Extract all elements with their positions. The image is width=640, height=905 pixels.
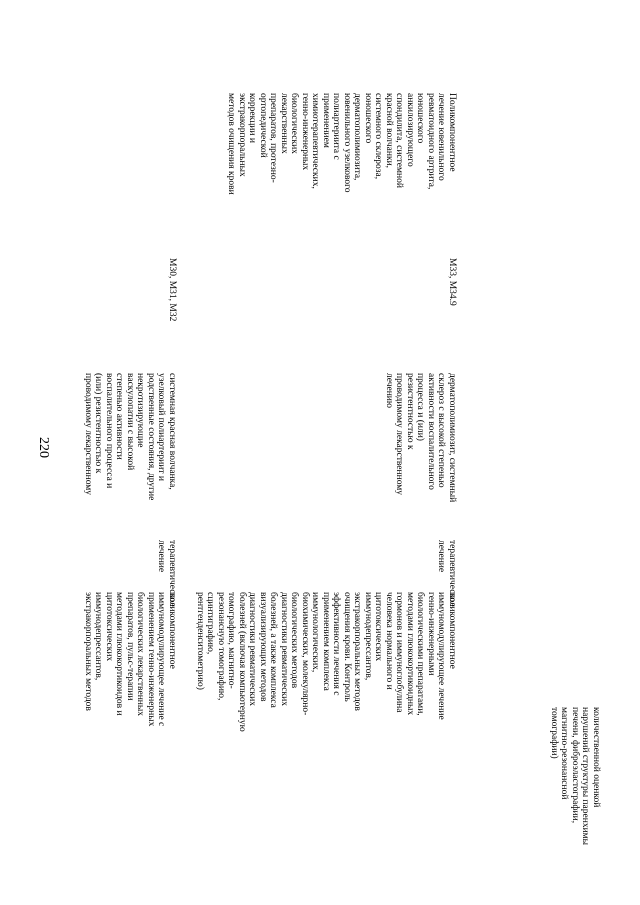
row-1-treatment-cell: поликомпонентное иммуномодулирующее лечение генно-инженерными биологическими препаратами, методами глюкокортикоидных гормонов и иммуноглобулина человека нормального и цитотоксических иммунодепрессантов, экстракорпоральных методов очищения крови. Контроль эффективности лечения с применением комплекса иммунологических, биохимических, молекулярно- биологических методов диагностики ревматических болезней, а также комплекса визуализирующих методов диагностики ревматических болезней (включая компьютерную томографию, магнитно- резонансную томографию, сцинтиграфию, рентгенденситометрию)	[195, 592, 457, 732]
row-1-name-cell: Поликомпонентное лечение ювенильного ревматоидного артрита, юношеского анкилозирующего спондилита, системной красной волчанки, системного склероза, юношеского дерматополимиозита, ювенильного узелкового полиартериита с применением химиотерапевтических, генно-инженерных биологических лекарственных препаратов, протезно- ортопедической коррекции и экстракорпоральных методов очищения крови	[226, 93, 457, 195]
row-2-codes-cell: M30, M31, M32	[167, 258, 177, 322]
row-1-type-cell: терапевтическое лечение	[436, 540, 457, 607]
row-2-condition-cell: системная красная волчанка, узелковый полиартериит и родственные состояния, другие некротизирующие васкулопатии с высокой степенью активности воспалительного процесса и (или) резистентностью к проводимому лекарственному	[83, 373, 177, 501]
row-2-treatment-cell: поликомпонентное иммуномодулирующее лечение с применением генно-инженерных биологических лекарственных препаратов, пульс-терапии методами глюкокортикоидов и цитотоксических иммунодепрессантов, экстракорпоральных методов	[83, 592, 177, 727]
continuation-treatment-cell: количественной оценкой нарушений структуры паренхимы печени, фиброэластографии, магнитно-резонансной томографии)	[549, 707, 601, 846]
page-number: 220	[36, 437, 51, 458]
row-1-condition-cell: дерматополимиозит, системный склероз с высокой степенью активности воспалительного процесса и (или) резистентностью к проводимому лекарственному лечению	[384, 373, 457, 503]
row-2-type-cell: терапевтическое лечение	[156, 540, 177, 607]
row-1-codes-cell: M33, M34.9	[447, 258, 457, 306]
